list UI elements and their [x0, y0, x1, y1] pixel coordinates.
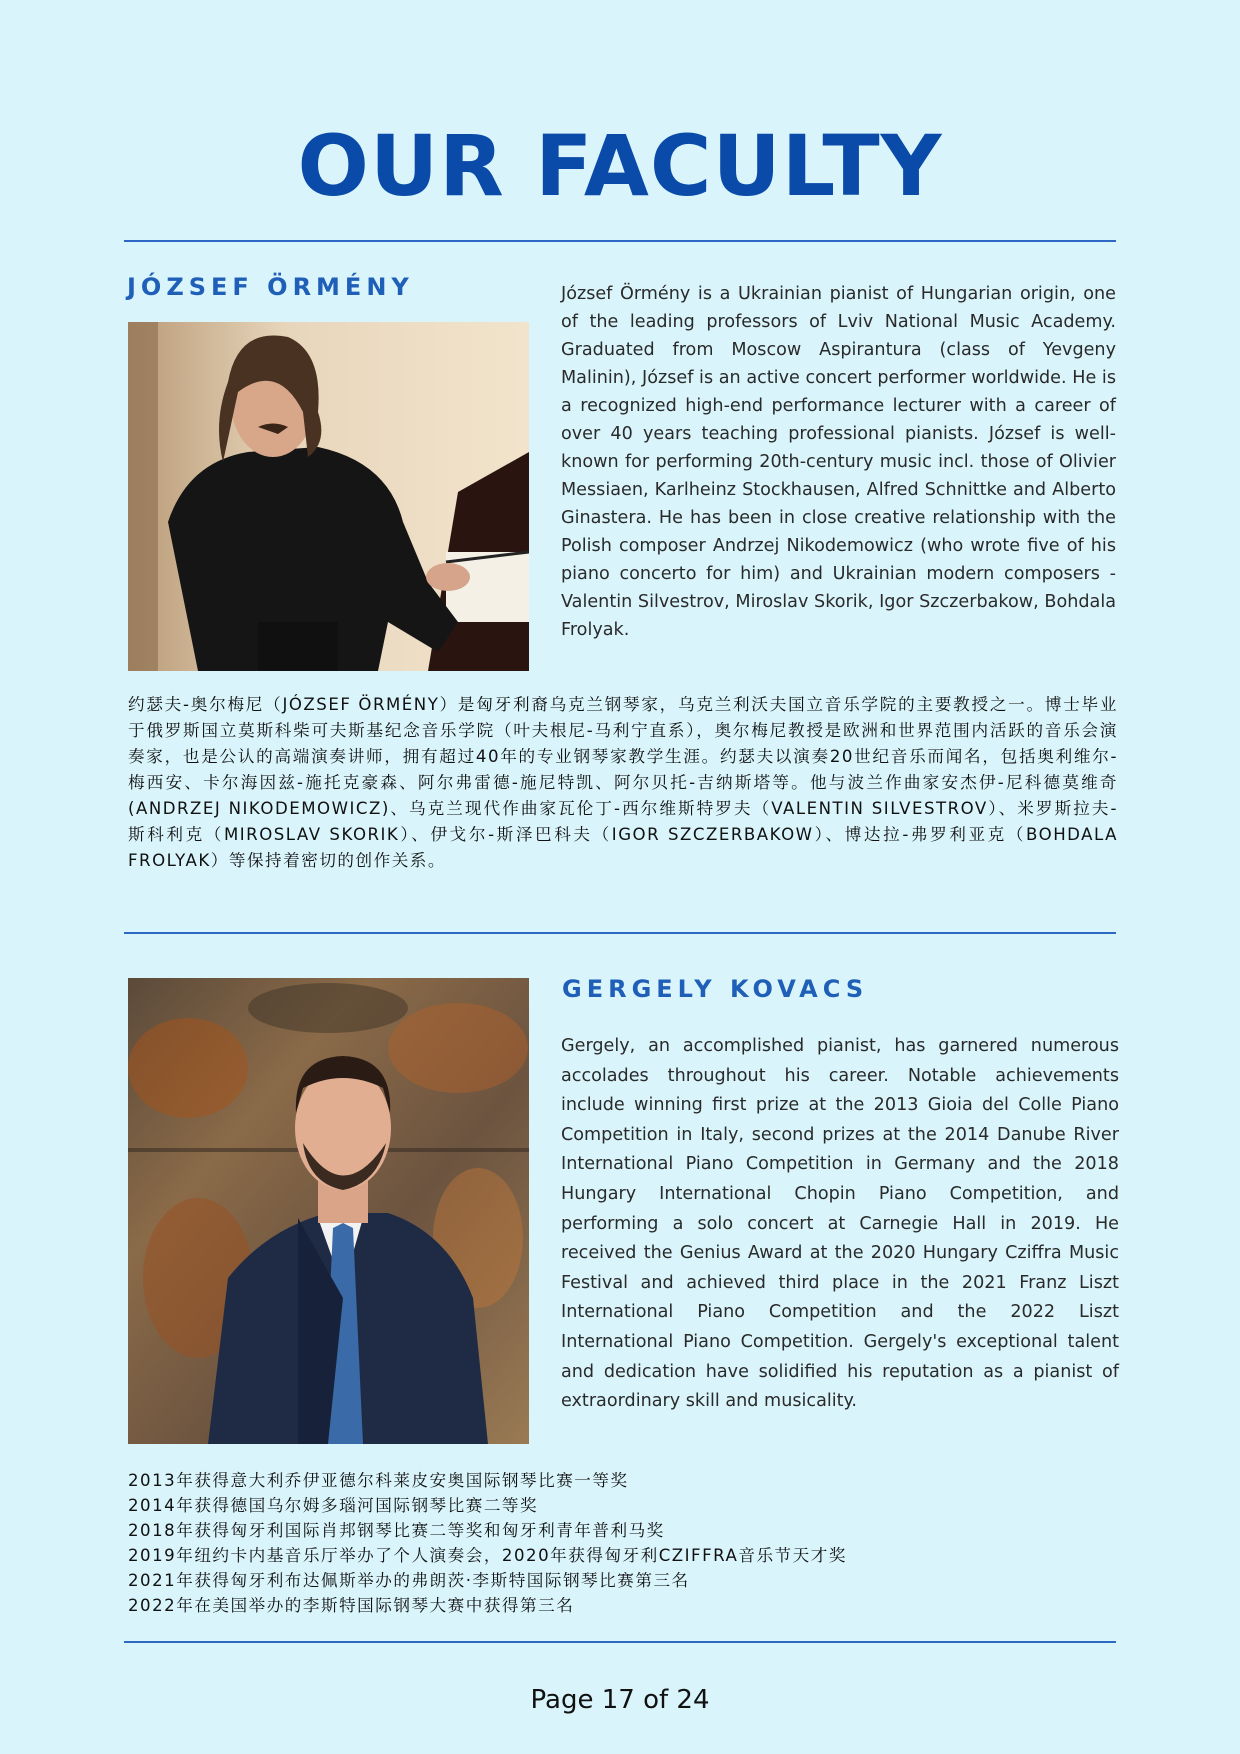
award-item: 2022年在美国举办的李斯特国际钢琴大赛中获得第三名 — [128, 1596, 575, 1615]
title-divider — [124, 240, 1116, 242]
faculty-name-jozsef: JÓZSEF ÖRMÉNY — [127, 273, 414, 301]
award-item: 2021年获得匈牙利布达佩斯举办的弗朗茨·李斯特国际钢琴比赛第三名 — [128, 1571, 690, 1590]
award-item: 2019年纽约卡内基音乐厅举办了个人演奏会，2020年获得匈牙利CZIFFRA音乐节天才奖 — [128, 1546, 847, 1565]
page-number: Page 17 of 24 — [530, 1685, 710, 1715]
photo-jozsef-ormeny — [128, 322, 529, 671]
page-title: OUR FACULTY — [297, 117, 943, 215]
awards-cn-gergely — [128, 1468, 1118, 1618]
photo-gergely-kovacs — [128, 978, 529, 1444]
award-item: 2018年获得匈牙利国际肖邦钢琴比赛二等奖和匈牙利青年普利马奖 — [128, 1521, 665, 1540]
bio-en-gergely: Gergely, an accomplished pianist, has garnered numerous accolades throughout his career. Notable achievements include winning first prize at the 2013 Gioia del Colle Piano Competition in Italy, second prizes at the 2014 Danube River International Piano Competition in Germany and the 2018 Hungary International Chopin Piano Competition, and performing a solo concert at Carnegie Hall in 2019. He received the Genius Award at the 2020 Hungary Cziffra Music Festival and achieved third place in the 2021 Franz Liszt International Piano Competition and the 2022 Liszt International Piano Competition. Gergely's exceptional talent and dedication have solidified his reputation as a pianist of extraordinary skill and musicality. — [561, 1036, 1119, 1412]
award-item: 2013年获得意大利乔伊亚德尔科莱皮安奥国际钢琴比赛一等奖 — [128, 1471, 629, 1490]
bio-en-jozsef: József Örmény is a Ukrainian pianist of Hungarian origin, one of the leading professors of Lviv National Music Academy. Graduated from Moscow Aspirantura (class of Yevgeny Malinin), József is an active concert performer worldwide. He is a recognized high-end performance lecturer with a career of over 40 years teaching professional pianists. József is well-known for performing 20th-century music incl. those of Olivier Messiaen, Karlheinz Stockhausen, Alfred Schnittke and Alberto Ginastera. He has been in close creative relationship with the Polish composer Andrzej Nikodemowicz (who wrote five of his piano concerto for him) and Ukrainian modern composers - Valentin Silvestrov, Miroslav Skorik, Igor Szczerbakow, Bohdala Frolyak. — [561, 284, 1116, 640]
faculty-name-gergely: GERGELY KOVACS — [562, 975, 869, 1003]
footer-divider — [124, 1641, 1116, 1643]
section-divider — [124, 932, 1116, 934]
award-item: 2014年获得德国乌尔姆多瑙河国际钢琴比赛二等奖 — [128, 1496, 539, 1515]
bio-cn-jozsef: 约瑟夫-奥尔梅尼（JÓZSEF ÖRMÉNY）是匈牙利裔乌克兰钢琴家，乌克兰利沃夫国立音乐学院的主要教授之一。博士毕业于俄罗斯国立莫斯科柴可夫斯基纪念音乐学院（叶夫根尼-马利宁直系），奥尔梅尼教授是欧洲和世界范围内活跃的音乐会演奏家，也是公认的高端演奏讲师，拥有超过40年的专业钢琴家教学生涯。约瑟夫以演奏20世纪音乐而闻名，包括奥利维尔-梅西安、卡尔海因兹-施托克豪森、阿尔弗雷德-施尼特凯、阿尔贝托-吉纳斯塔等。他与波兰作曲家安杰伊-尼科德莫维奇(ANDRZEJ NIKODEMOWICZ)、乌克兰现代作曲家瓦伦丁-西尔维斯特罗夫（VALENTIN SILVESTROV）、米罗斯拉夫-斯科利克（MIROSLAV SKORIK）、伊戈尔-斯泽巴科夫（IGOR SZCZERBAKOW）、博达拉-弗罗利亚克（BOHDALA FROLYAK）等保持着密切的创作关系。 — [128, 695, 1118, 870]
